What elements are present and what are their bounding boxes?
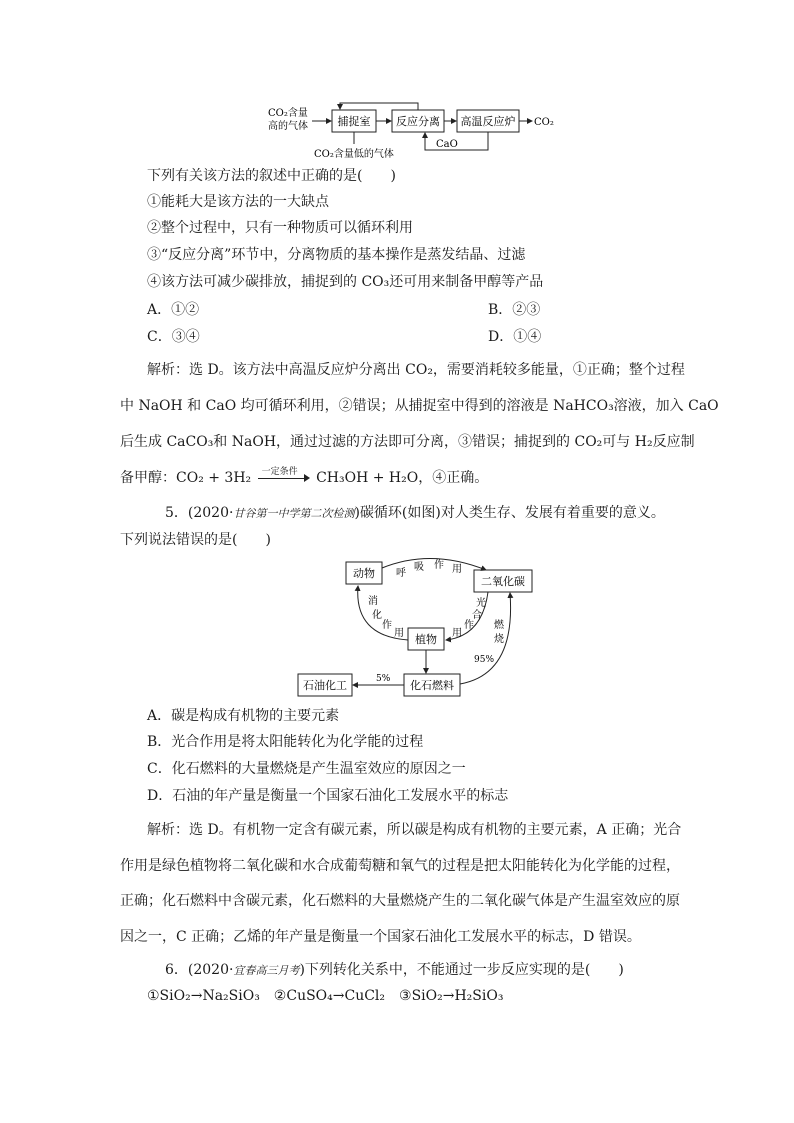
respire-char-3: 作 <box>434 560 444 571</box>
q4-stem: 下列有关该方法的叙述中正确的是( ) <box>147 168 396 184</box>
reaction-arrow <box>256 467 312 485</box>
q5-option-d: D．石油的年产量是衡量一个国家石油化工发展水平的标志 <box>147 788 509 804</box>
q6-source: 宜春高三月考 <box>233 964 300 977</box>
q5-explanation-3: 正确；化石燃料中含碳元素，化石燃料的大量燃烧产生的二氧化碳气体是产生温室效应的原 <box>120 893 680 909</box>
plant-label: 植物 <box>415 633 437 646</box>
output-co2-label: CO₂ <box>534 117 554 128</box>
methanol-reactants: 备甲醇：CO₂ + 3H₂ <box>120 470 252 486</box>
q4-explanation-1: 解析：选 D。该方法中高温反应炉分离出 CO₂，需要消耗较多能量，①正确；整个过程 <box>147 362 685 378</box>
pct-95-label: 95% <box>474 655 495 665</box>
arrow-icon <box>258 478 306 479</box>
q4-explanation-3: 后生成 CaCO₃和 NaOH，通过过滤的方法即可分离，③错误；捕捉到的 CO₂可与 H₂反应制 <box>120 434 695 450</box>
respire-char-2: 吸 <box>414 562 424 573</box>
q5-explanation-2: 作用是绿色植物将二氧化碳和水合成葡萄糖和氧气的过程是把太阳能转化为化学能的过程， <box>120 858 680 874</box>
methanol-products: CH₃OH + H₂O，④正确。 <box>316 470 489 486</box>
animal-label: 动物 <box>353 567 375 580</box>
q5-stem-line-2: 下列说法错误的是( ) <box>120 532 271 548</box>
digest-char-1: 消 <box>368 596 378 607</box>
q4-statement-1: ①能耗大是该方法的一大缺点 <box>147 194 329 210</box>
input-gas-label-2: 高的气体 <box>268 121 308 132</box>
q5-option-b: B．光合作用是将太阳能转化为化学能的过程 <box>147 734 424 750</box>
q5-explanation-4: 因之一，C 正确；乙烯的年产量是衡量一个国家石油化工发展水平的标志，D 错误。 <box>120 929 641 945</box>
photo-char-3: 作 <box>464 620 474 631</box>
q4-statement-3: ③“反应分离”环节中，分离物质的基本操作是蒸发结晶、过滤 <box>147 247 526 263</box>
q5-option-c: C．化石燃料的大量燃烧是产生温室效应的原因之一 <box>147 761 466 777</box>
burn-char-1: 燃 <box>494 620 504 631</box>
photo-char-2: 合 <box>472 610 482 621</box>
q4-option-c: C．③④ <box>147 329 200 345</box>
q6-number: 6．(2020· <box>165 962 234 978</box>
fossil-fuel-label: 化石燃料 <box>410 679 454 692</box>
exhaust-gas-label: CO₂含量低的气体 <box>314 149 394 160</box>
reaction-condition: 一定条件 <box>261 467 298 477</box>
cao-recycle-label: CaO <box>436 139 458 150</box>
respire-char-1: 呼 <box>396 568 406 579</box>
input-gas-label-1: CO₂含量 <box>268 108 308 119</box>
burn-char-2: 烧 <box>494 634 504 645</box>
photo-char-1: 光 <box>476 598 486 609</box>
respire-char-4: 用 <box>452 564 462 575</box>
q4-statement-2: ②整个过程中，只有一种物质可以循环利用 <box>147 220 413 236</box>
arrow-head-icon <box>304 474 310 482</box>
separation-box-label: 反应分离 <box>396 115 440 128</box>
digest-char-2: 化 <box>372 610 382 621</box>
pct-5-label: 5% <box>376 674 391 684</box>
q5-explanation-1: 解析：选 D。有机物一定含有碳元素，所以碳是构成有机物的主要元素，A 正确；光合 <box>147 822 682 838</box>
q4-explanation-4 <box>120 468 488 488</box>
q5-number: 5．(2020· <box>165 505 234 521</box>
q5-source: 甘谷第一中学第二次检测 <box>233 507 355 520</box>
q6-items: ①SiO₂→Na₂SiO₃ ②CuSO₄→CuCl₂ ③SiO₂→H₂SiO₃ <box>147 988 504 1004</box>
co2-capture-flow-diagram <box>260 100 600 162</box>
q4-option-b: B．②③ <box>488 302 541 318</box>
capture-box-label: 捕捉室 <box>337 115 371 128</box>
photo-char-4: 用 <box>452 628 462 639</box>
furnace-box-label: 高温反应炉 <box>460 115 516 128</box>
q6-stem-text: )下列转化关系中，不能通过一步反应实现的是( ) <box>299 962 624 978</box>
q4-option-a: A．①② <box>147 302 200 318</box>
q5-option-a: A．碳是构成有机物的主要元素 <box>147 708 340 724</box>
carbon-cycle-diagram <box>296 556 556 698</box>
co2-label: 二氧化碳 <box>481 575 525 588</box>
q4-statement-4: ④该方法可减少碳排放，捕捉到的 CO₃还可用来制备甲醇等产品 <box>147 274 544 290</box>
digest-char-4: 用 <box>394 628 404 639</box>
q5-stem-line-1 <box>165 503 665 524</box>
digest-char-3: 作 <box>382 620 392 631</box>
q4-explanation-2: 中 NaOH 和 CaO 均可循环利用，②错误；从捕捉室中得到的溶液是 NaHCO₃溶液，加入 CaO <box>120 398 719 414</box>
q6-stem <box>165 960 624 981</box>
q5-stem-text: )碳循环(如图)对人类生存、发展有着重要的意义。 <box>354 505 665 521</box>
q4-option-d: D．①④ <box>488 329 542 345</box>
petrochemical-label: 石油化工 <box>303 679 347 692</box>
